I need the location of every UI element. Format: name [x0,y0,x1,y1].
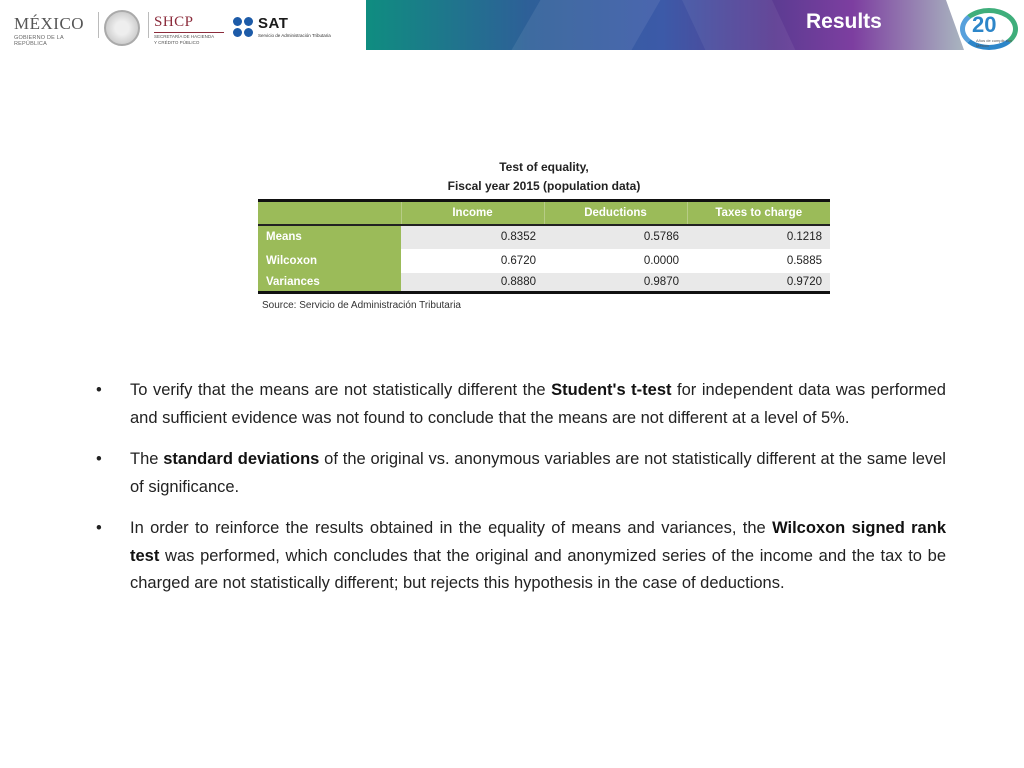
column-header-taxes: Taxes to charge [687,201,830,225]
mexico-logo [14,14,94,47]
table-row [258,249,830,273]
national-seal-icon [104,10,140,46]
anniversary-logo [958,8,1020,50]
list-item [96,377,946,432]
table-cell: 0.9870 [544,273,687,293]
table-cell: 0.8352 [401,225,544,249]
bullet-icon: • [96,381,102,399]
bullet-text: To verify that the means are not statistically different the [130,381,552,399]
bullet-text: of the original vs. anonymous variables are not statistically different at the same level of significance. [130,450,946,496]
table-cell: 0.8880 [401,273,544,293]
table-cell: 0.6720 [500,254,536,267]
bullet-icon: • [96,519,102,537]
page-title: Results [806,10,882,33]
logo-divider [148,12,149,38]
table-row [258,273,830,293]
row-label: Wilcoxon [258,249,401,273]
bullet-icon: • [96,450,102,468]
shcp-logo-text: SHCP [154,14,194,30]
list-item [96,446,946,501]
column-header-deductions: Deductions [544,201,687,225]
table-cell: 0.9720 [687,273,830,293]
list-item [96,515,946,598]
table-caption-line2: Fiscal year 2015 (population data) [447,179,641,193]
equality-test-table [258,199,830,294]
table-cell: 0.5885 [786,254,822,267]
table-row [258,225,830,249]
column-header-income: Income [401,201,544,225]
table-cell: 0.1218 [687,225,830,249]
sat-logo-text: SAT [258,15,289,32]
sat-logo [258,17,331,38]
row-label: Variances [258,273,401,293]
bullet-text: The [130,450,164,468]
bullet-emphasis: Student's t-test [551,381,672,399]
shcp-logo [154,14,224,46]
findings-list [96,377,946,612]
bullet-text: In order to reinforce the results obtained in the equality of means and variances, the [130,519,773,537]
shcp-logo-rule [154,32,224,33]
mexico-logo-subtext: GOBIERNO DE LA REPÚBLICA [14,35,64,47]
bullet-emphasis: Wilcoxon signed rank test [130,519,946,565]
shcp-logo-subtext-2: Y CRÉDITO PÚBLICO [154,40,200,45]
sat-logo-subtext: Servicio de Administración Tributaria [258,33,331,38]
table-cell: 0.0000 [643,254,679,267]
row-label: Means [258,225,401,249]
sat-dots-icon [233,17,255,39]
column-header-blank [258,201,401,225]
bullet-emphasis: standard deviations [163,450,320,468]
table-caption-line1: Test of equality, [499,160,589,174]
title-banner [366,0,1024,50]
bullet-text: for independent data was performed and sufficient evidence was not found to conclude that the means are not different at a level of 5%. [130,381,946,427]
table-cell: 0.5786 [544,225,687,249]
logo-divider [98,12,99,38]
table-header-row [258,201,830,225]
mexico-logo-text: MÉXICO [14,14,85,33]
anniversary-text: Años de cumplir con México [976,38,1013,48]
table-source-note: Source: Servicio de Administración Tributaria [262,300,461,311]
bullet-text: was performed, which concludes that the original and anonymized series of the income and the tax to be charged are not statistically different; but rejects this hypothesis in the case of deductions. [130,546,946,592]
anniversary-number: 20 [972,12,997,37]
logo-strip [0,0,366,50]
shcp-logo-subtext-1: SECRETARÍA DE HACIENDA [154,34,215,39]
header-bar [0,0,1024,50]
